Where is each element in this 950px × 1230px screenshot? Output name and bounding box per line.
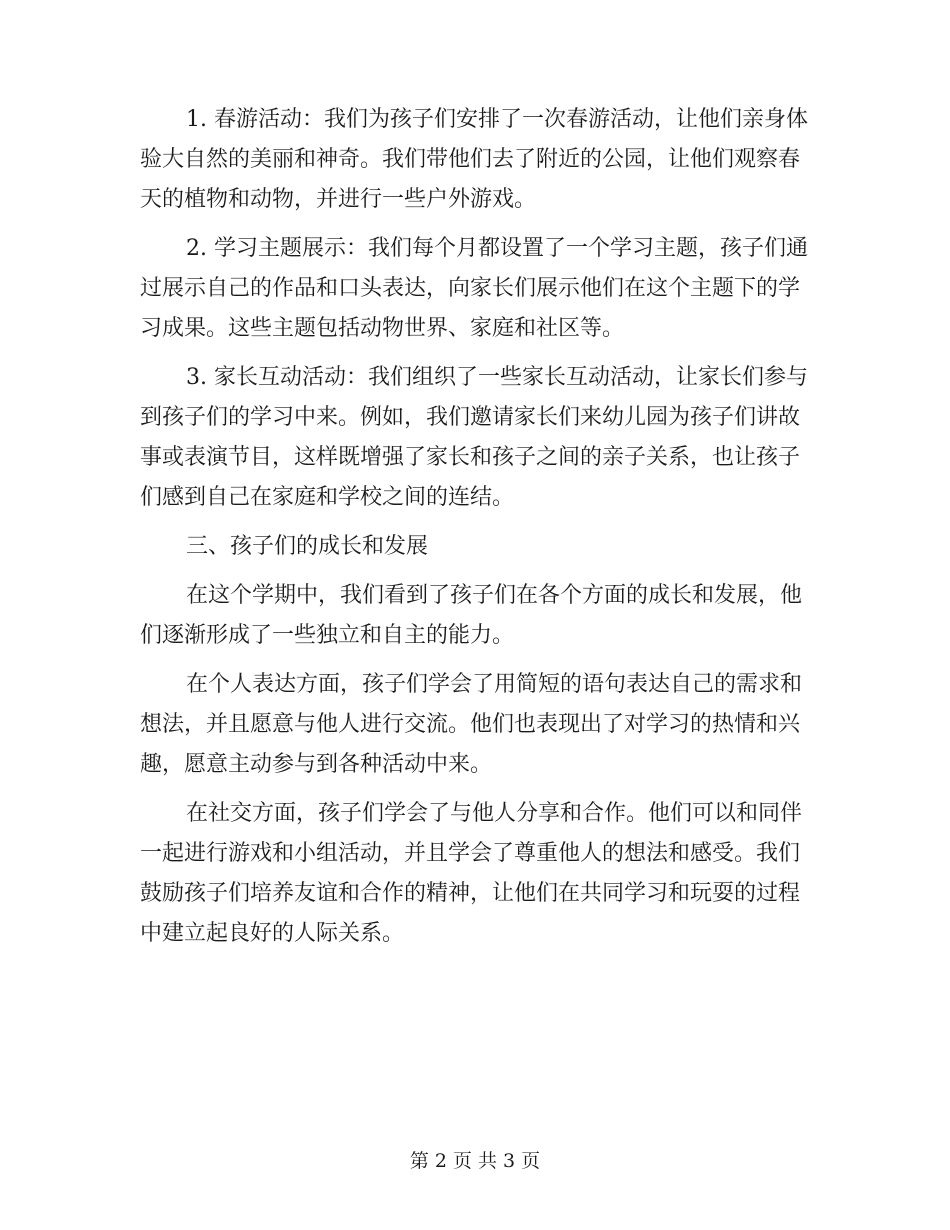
page-number-footer: 第 2 页 共 3 页 [409,1150,541,1172]
section-heading-growth: 三、孩子们的成长和发展 [186,534,429,559]
paragraph-theme-showcase: 2. 学习主题展示：我们每个月都设置了一个学习主题，孩子们通过展示自己的作品和口头表达，向家长们展示他们在这个主题下的学习成果。这些主题包括动物世界、家庭和社区等。 [140,236,808,341]
paragraph-spring-outing: 1. 春游活动：我们为孩子们安排了一次春游活动，让他们亲身体验大自然的美丽和神奇。我们带他们去了附近的公园，让他们观察春天的植物和动物，并进行一些户外游戏。 [140,107,808,212]
paragraph-personal-expression: 在个人表达方面，孩子们学会了用简短的语句表达自己的需求和想法，并且愿意与他人进行交流。他们也表现出了对学习的热情和兴趣，愿意主动参与到各种活动中来。 [140,672,803,777]
document-body [140,100,810,963]
paragraph-social-skills: 在社交方面，孩子们学会了与他人分享和合作。他们可以和同伴一起进行游戏和小组活动，并且学会了尊重他人的想法和感受。我们鼓励孩子们培养友谊和合作的精神，让他们在共同学习和玩耍的过程中建立起良好的人际关系。 [140,801,803,946]
paragraph-parent-interaction: 3. 家长互动活动：我们组织了一些家长互动活动，让家长们参与到孩子们的学习中来。例如，我们邀请家长们来幼儿园为孩子们讲故事或表演节目，这样既增强了家长和孩子之间的亲子关系，也让孩子们感到自己在家庭和学校之间的连结。 [140,365,808,510]
paragraph-growth-intro: 在这个学期中，我们看到了孩子们在各个方面的成长和发展，他们逐渐形成了一些独立和自主的能力。 [140,583,803,648]
